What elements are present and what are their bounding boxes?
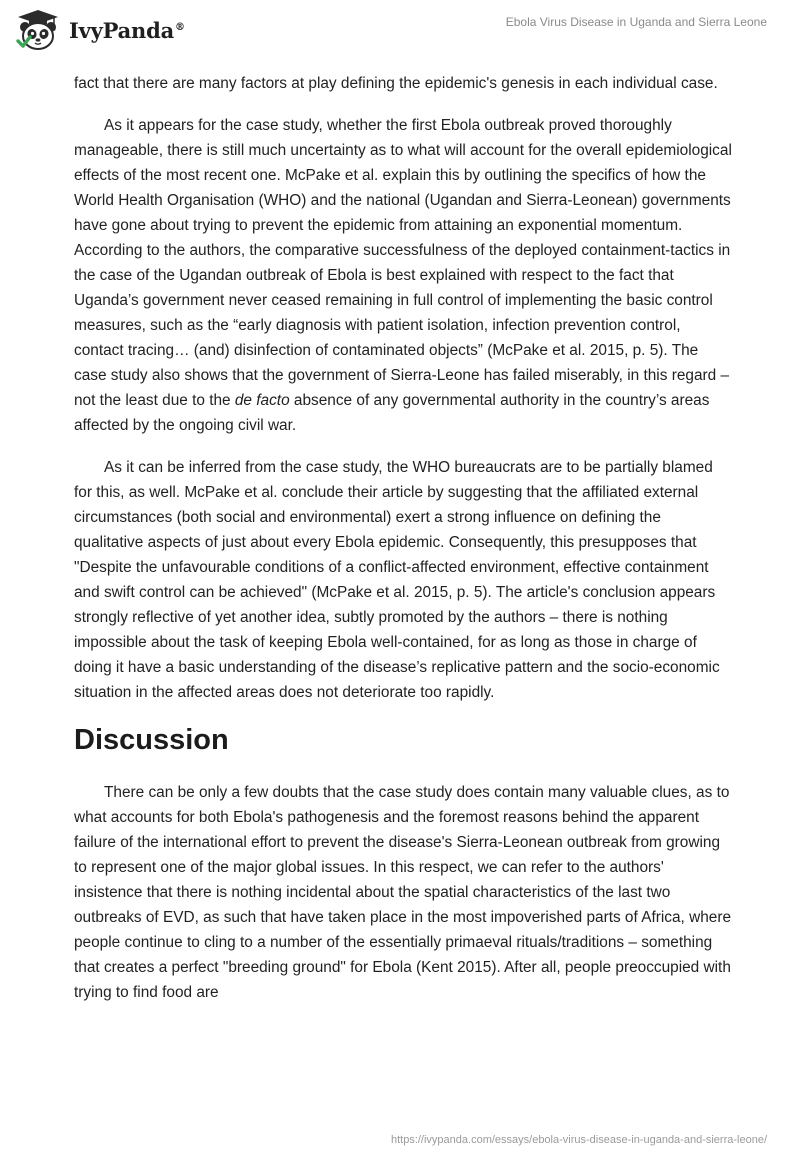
page-header (0, 0, 800, 62)
logo-wordmark: IvyPanda® (69, 17, 185, 43)
panda-graduate-icon (14, 8, 64, 52)
paragraph: As it appears for the case study, whether the first Ebola outbreak proved thoroughly manageable, there is still much uncertainty as to what will account for the overall epidemiological effects of the most recent one. McPake et al. explain this by outlining the specifics of how the World Health Organisation (WHO) and the national (Ugandan and Sierra-Leonean) governments have gone about trying to prevent the epidemic from attaining an exponential momentum. According to the authors, the comparative successfulness of the deployed containment-tactics in the case of the Ugandan outbreak of Ebola is best explained with respect to the fact that Uganda’s government never ceased remaining in full control of implementing the basic control measures, such as the “early diagnosis with patient isolation, infection prevention control, contact tracing… (and) disinfection of contaminated objects” (McPake et al. 2015, p. 5). The case study also shows that the government of Sierra-Leone has failed miserably, in this regard – not the least due to the de facto absence of any governmental authority in the country’s areas affected by the ongoing civil war. (74, 117, 732, 434)
source-url[interactable]: https://ivypanda.com/essays/ebola-virus-disease-in-uganda-and-sierra-leone/ (390, 1134, 767, 1146)
paragraph-continued: fact that there are many factors at play defining the epidemic's genesis in each individual case. (74, 75, 718, 92)
essay-content (74, 71, 734, 1022)
ivypanda-logo[interactable] (14, 8, 185, 52)
paragraph: There can be only a few doubts that the case study does contain many valuable clues, as to what accounts for both Ebola's pathogenesis and the foremost reasons behind the apparent failure of the international effort to prevent the disease's Sierra-Leonean outbreak from growing to represent one of the major global issues. In this respect, we can refer to the authors' insistence that there is nothing incidental about the spatial characteristics of the last two outbreaks of EVD, as such that have taken place in the most impoverished parts of Africa, where people continue to cling to a number of the essentially primaeval rituals/traditions – something that creates a perfect "breeding ground" for Ebola (Kent 2015). After all, people preoccupied with trying to find food are (74, 784, 732, 1001)
emphasis-text: de facto (234, 392, 290, 409)
document-title: Ebola Virus Disease in Uganda and Sierra Leone (505, 15, 767, 29)
paragraph: As it can be inferred from the case study, the WHO bureaucrats are to be partially blamed for this, as well. McPake et al. conclude their article by suggesting that the affiliated external circumstances (both social and environmental) exert a strong influence on defining the qualitative aspects of just about every Ebola epidemic. Consequently, this presupposes that "Despite the unfavourable conditions of a conflict-affected environment, effective containment and swift control can be achieved" (McPake et al. 2015, p. 5). The article's conclusion appears strongly reflective of yet another idea, subtly promoted by the authors – there is nothing impossible about the task of keeping Ebola well-contained, for as long as those in charge of doing it have a basic understanding of the disease’s replicative pattern and the socio-economic situation in the affected areas does not deteriorate too rapidly. (74, 459, 720, 701)
section-heading: Discussion (74, 724, 229, 756)
